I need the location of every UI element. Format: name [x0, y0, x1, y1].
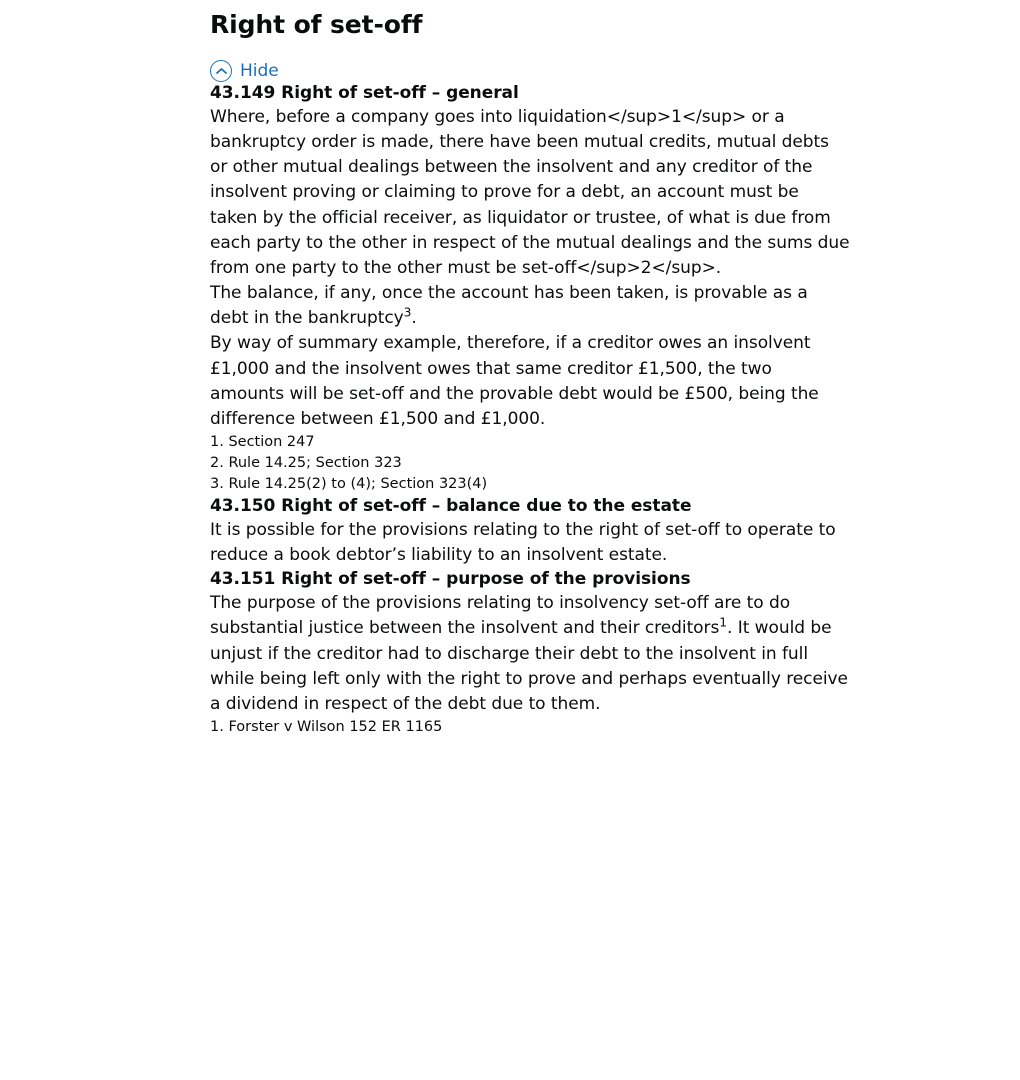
hide-toggle-label: Hide: [240, 60, 279, 81]
footnote: 1. Section 247: [210, 433, 315, 450]
paragraph: It is possible for the provisions relating to the right of set-off to operate to reduce a book debtor’s liability to an insolvent estate.: [210, 519, 836, 566]
paragraph: Where, before a company goes into liquidation</sup>1</sup> or a bankruptcy order is made, there have been mutual credits, mutual debts or other mutual dealings between the insolvent and any creditor of the insolvent proving or claiming to prove for a debt, an account must be taken by the official receiver, as liquidator or trustee, of what is due from each party to the other in respect of the mutual dealings and the sums due from one party to the other must be set-off</sup>2</sup>.: [210, 106, 850, 278]
paragraph: The purpose of the provisions relating to insolvency set-off are to do substantial justice between the insolvent and their creditors$^1$. It would be unjust if the creditor had to discharge their debt to the insolvent in full while being left only with the right to prove and perhaps eventually receive a dividend in respect of the debt due to them.: [210, 593, 848, 714]
footnote: 3. Rule 14.25(2) to (4); Section 323(4): [210, 476, 488, 492]
document-content: [210, 0, 850, 738]
section-heading-43-150: 43.150 Right of set-off – balance due to the estate: [210, 496, 692, 517]
footnote: 2. Rule 14.25; Section 323: [210, 454, 402, 471]
paragraph: The balance, if any, once the account has been taken, is provable as a debt in the bankruptcy$^3$.: [210, 283, 808, 329]
section-heading-43-149: 43.149 Right of set-off – general: [210, 83, 519, 103]
chevron-up-circle-icon: [210, 60, 232, 82]
footnote-marker: 3: [403, 305, 412, 320]
page-title: Right of set-off: [210, 10, 423, 39]
section-heading-43-151: 43.151 Right of set-off – purpose of the provisions: [210, 569, 691, 590]
paragraph: By way of summary example, therefore, if a creditor owes an insolvent £1,000 and the insolvent owes that same creditor £1,500, the two amounts will be set-off and the provable debt would be £500, being the difference between £1,500 and £1,000.: [210, 333, 819, 429]
footnote-marker: 1: [719, 615, 728, 630]
footnote: 1. Forster v Wilson 152 ER 1165: [210, 718, 443, 735]
hide-toggle-button[interactable]: [210, 60, 279, 82]
